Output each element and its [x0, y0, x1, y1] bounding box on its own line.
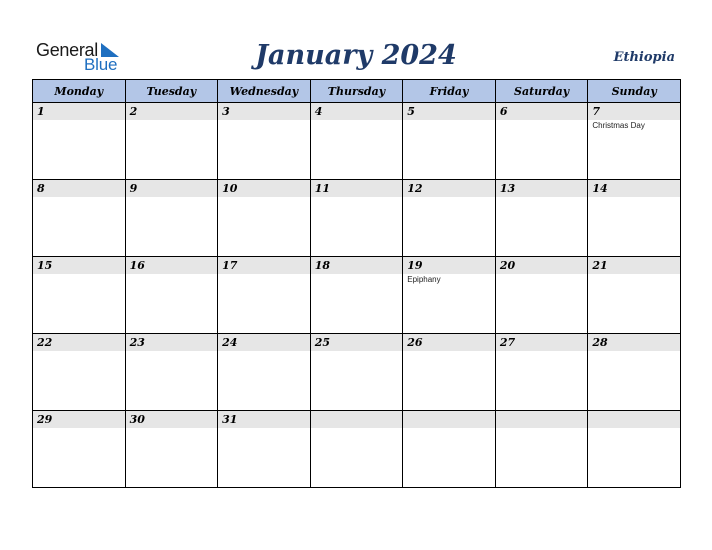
- day-cell: [310, 411, 403, 488]
- day-cell: [125, 411, 218, 488]
- day-number: 11: [311, 180, 403, 197]
- day-cell: [33, 180, 126, 257]
- week-row: [33, 411, 681, 488]
- calendar-grid: [32, 79, 681, 488]
- day-cell: [125, 334, 218, 411]
- day-number: 10: [218, 180, 310, 197]
- day-cell: [33, 257, 126, 334]
- day-number: [496, 411, 588, 428]
- day-cell: [125, 103, 218, 180]
- holiday-label: [311, 428, 403, 429]
- day-cell: [218, 411, 311, 488]
- holiday-label: [496, 351, 588, 352]
- weekday-header: Wednesday: [218, 80, 311, 103]
- holiday-label: [126, 428, 218, 429]
- day-number: 9: [126, 180, 218, 197]
- day-cell: [125, 257, 218, 334]
- week-row: [33, 334, 681, 411]
- day-number: 7: [588, 103, 680, 120]
- day-number: 14: [588, 180, 680, 197]
- day-number: 4: [311, 103, 403, 120]
- holiday-label: [588, 351, 680, 352]
- holiday-label: [311, 120, 403, 121]
- day-number: [311, 411, 403, 428]
- day-cell: [33, 411, 126, 488]
- day-cell: [310, 180, 403, 257]
- logo-blue-text: Blue: [84, 55, 118, 74]
- logo-general-text: General: [36, 40, 98, 60]
- day-number: 28: [588, 334, 680, 351]
- holiday-label: [33, 197, 125, 198]
- day-number: [588, 411, 680, 428]
- day-number: 8: [33, 180, 125, 197]
- day-cell: [310, 103, 403, 180]
- day-cell: [33, 334, 126, 411]
- holiday-label: [126, 120, 218, 121]
- day-cell: [403, 411, 496, 488]
- day-number: 2: [126, 103, 218, 120]
- day-cell: [403, 180, 496, 257]
- weekday-header: Monday: [33, 80, 126, 103]
- day-number: 16: [126, 257, 218, 274]
- day-number: 23: [126, 334, 218, 351]
- day-cell: [403, 257, 496, 334]
- day-cell: [310, 257, 403, 334]
- holiday-label: [218, 120, 310, 121]
- holiday-label: [588, 274, 680, 275]
- day-cell: [588, 334, 681, 411]
- holiday-label: [403, 351, 495, 352]
- day-number: 6: [496, 103, 588, 120]
- holiday-label: [496, 428, 588, 429]
- holiday-label: [218, 197, 310, 198]
- day-number: 15: [33, 257, 125, 274]
- day-number: 17: [218, 257, 310, 274]
- holiday-label: Epiphany: [407, 275, 441, 284]
- day-number: 25: [311, 334, 403, 351]
- day-number: 20: [496, 257, 588, 274]
- day-number: 18: [311, 257, 403, 274]
- holiday-label: [218, 428, 310, 429]
- calendar-title: January 2024: [255, 40, 457, 71]
- weekday-header: Thursday: [310, 80, 403, 103]
- day-cell: [588, 180, 681, 257]
- day-cell: [218, 103, 311, 180]
- holiday-label: Christmas Day: [592, 121, 645, 130]
- day-cell: [588, 103, 681, 180]
- day-cell: [495, 411, 588, 488]
- day-number: 5: [403, 103, 495, 120]
- weekday-header: Saturday: [495, 80, 588, 103]
- day-cell: [403, 334, 496, 411]
- day-number: 31: [218, 411, 310, 428]
- day-number: 30: [126, 411, 218, 428]
- day-cell: [495, 103, 588, 180]
- holiday-label: [496, 274, 588, 275]
- holiday-label: [403, 120, 495, 121]
- day-number: 24: [218, 334, 310, 351]
- holiday-label: [311, 274, 403, 275]
- holiday-label: [218, 274, 310, 275]
- holiday-label: [33, 120, 125, 121]
- country-label: Ethiopia: [613, 50, 675, 65]
- week-row: [33, 180, 681, 257]
- weekday-header: Tuesday: [125, 80, 218, 103]
- day-number: 27: [496, 334, 588, 351]
- week-row: [33, 257, 681, 334]
- day-number: 3: [218, 103, 310, 120]
- week-row: [33, 103, 681, 180]
- holiday-label: [311, 351, 403, 352]
- day-cell: [218, 180, 311, 257]
- holiday-label: [126, 351, 218, 352]
- day-cell: [495, 180, 588, 257]
- holiday-label: [588, 428, 680, 429]
- day-cell: [218, 334, 311, 411]
- day-cell: [495, 257, 588, 334]
- weekday-header-row: [33, 80, 681, 103]
- weekday-header: Sunday: [588, 80, 681, 103]
- day-cell: [495, 334, 588, 411]
- holiday-label: [33, 274, 125, 275]
- weekday-header: Friday: [403, 80, 496, 103]
- holiday-label: [126, 197, 218, 198]
- holiday-label: [33, 351, 125, 352]
- holiday-label: [496, 120, 588, 121]
- holiday-label: [218, 351, 310, 352]
- day-cell: [310, 334, 403, 411]
- holiday-label: [496, 197, 588, 198]
- day-number: 19: [403, 257, 495, 274]
- holiday-label: [403, 428, 495, 429]
- day-number: 13: [496, 180, 588, 197]
- day-number: [403, 411, 495, 428]
- holiday-label: [311, 197, 403, 198]
- holiday-label: [126, 274, 218, 275]
- day-cell: [588, 257, 681, 334]
- day-number: 29: [33, 411, 125, 428]
- holiday-label: [588, 197, 680, 198]
- day-number: 21: [588, 257, 680, 274]
- day-cell: [33, 103, 126, 180]
- day-cell: [403, 103, 496, 180]
- day-number: 26: [403, 334, 495, 351]
- holiday-label: [403, 197, 495, 198]
- day-number: 12: [403, 180, 495, 197]
- day-number: 22: [33, 334, 125, 351]
- day-number: 1: [33, 103, 125, 120]
- day-cell: [125, 180, 218, 257]
- day-cell: [218, 257, 311, 334]
- day-cell: [588, 411, 681, 488]
- holiday-label: [33, 428, 125, 429]
